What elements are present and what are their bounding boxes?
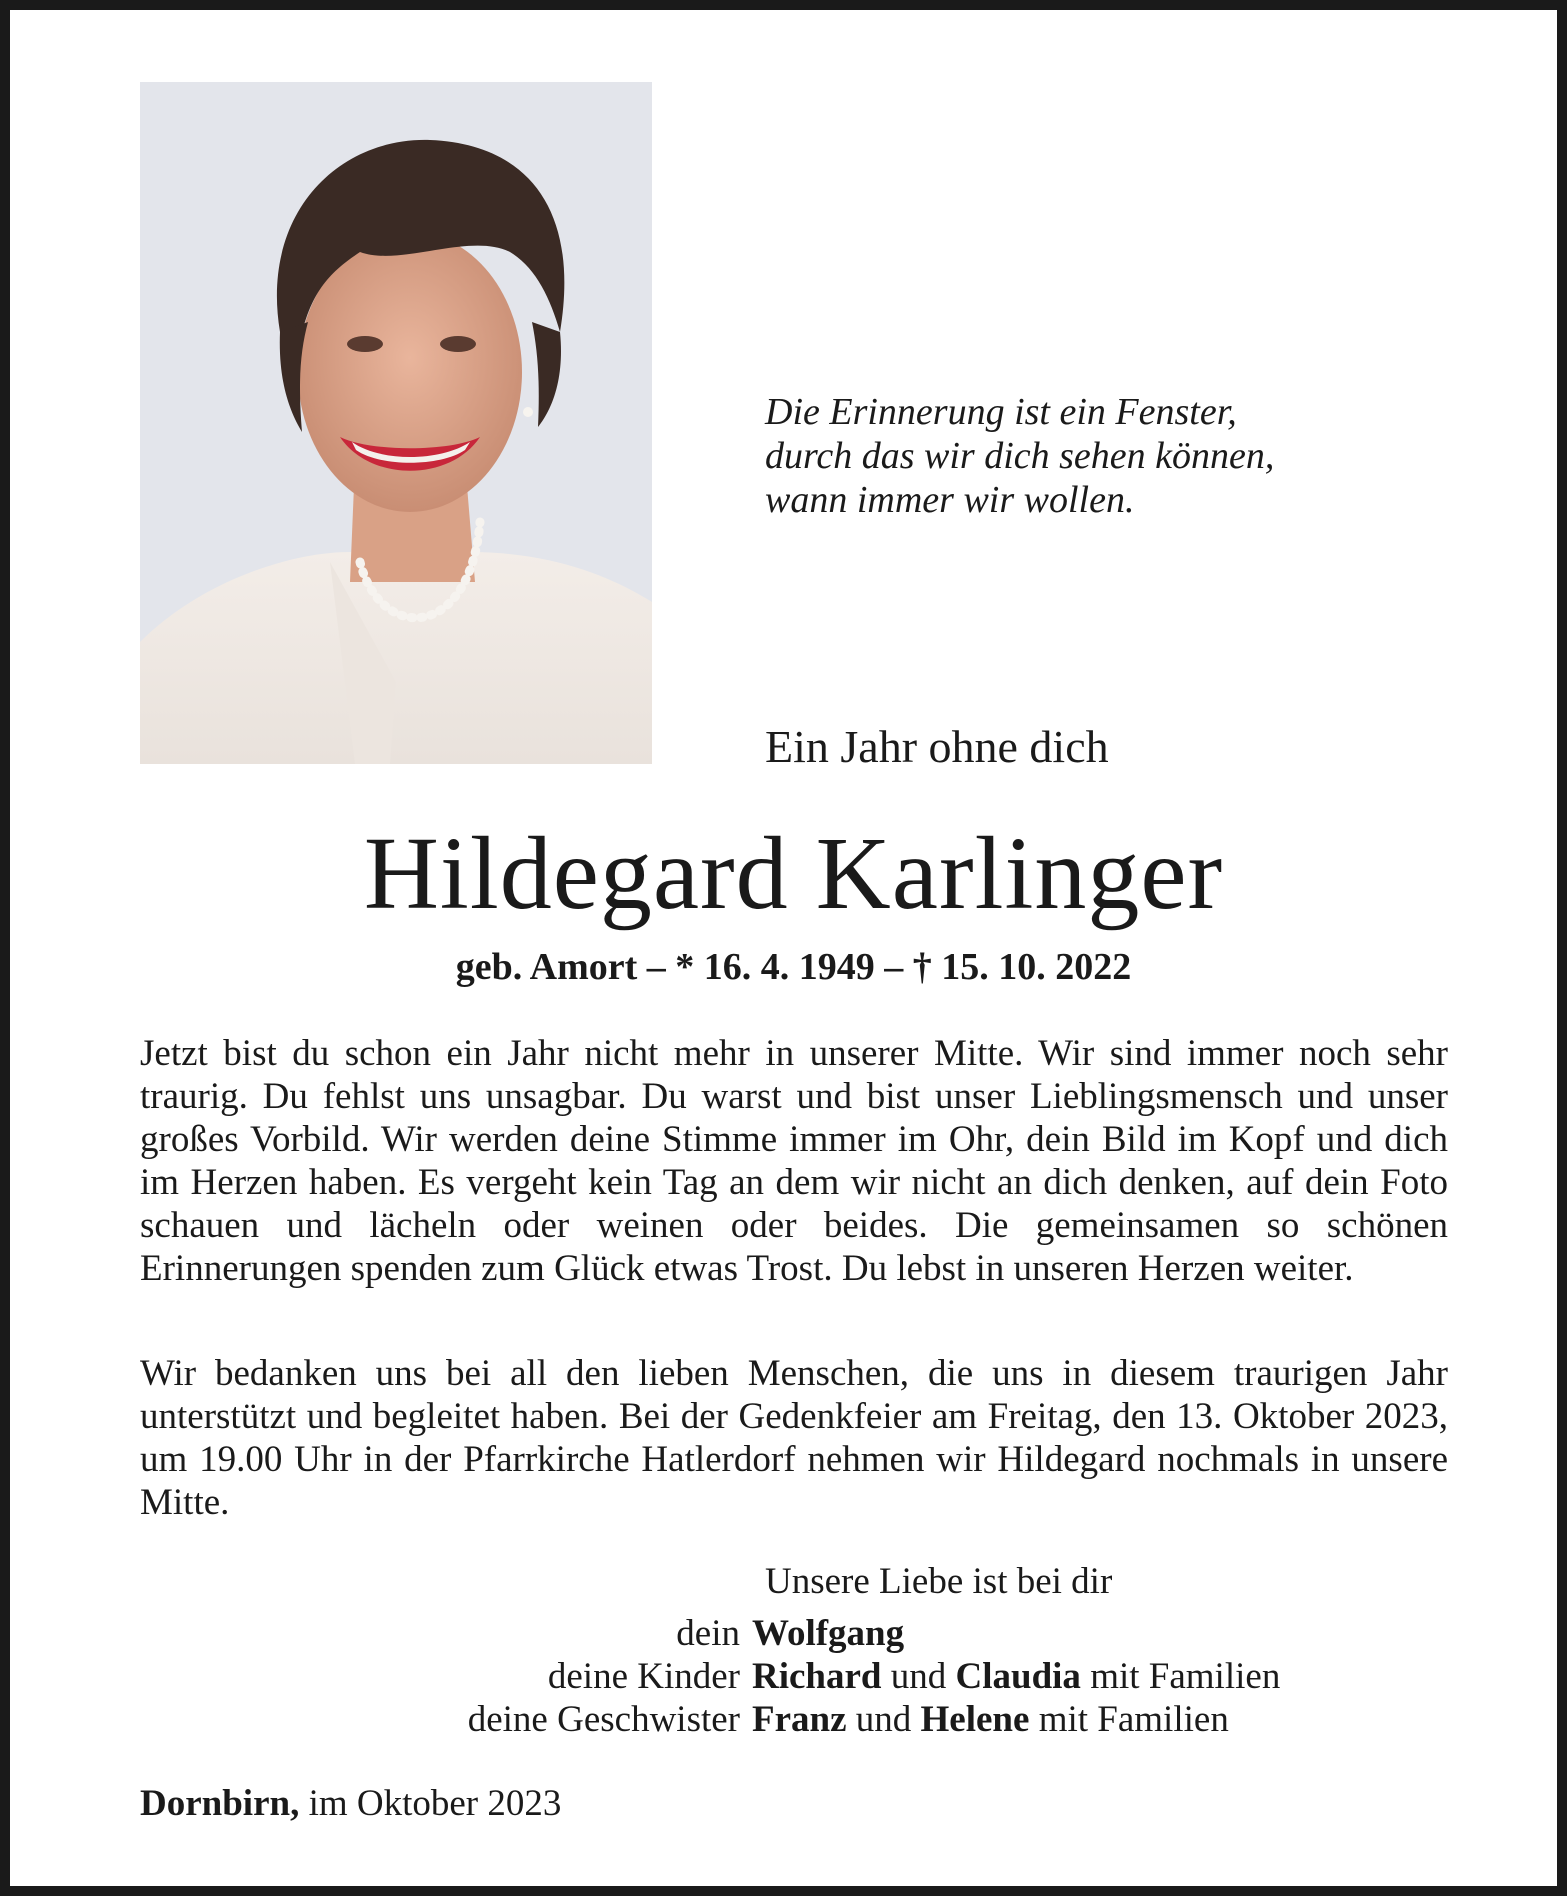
family-suffix: mit Familien [1038, 1699, 1229, 1740]
family-relation: dein [676, 1613, 740, 1654]
family-name: Helene [920, 1699, 1030, 1740]
life-dates: geb. Amort – * 16. 4. 1949 – † 15. 10. 2022 [455, 946, 1132, 988]
family-name: Richard [752, 1656, 882, 1697]
family-relation: deine Kinder [547, 1656, 740, 1697]
portrait-photo [140, 82, 652, 764]
subtitle: Ein Jahr ohne dich [765, 721, 1109, 772]
quote-line: wann immer wir wollen. [765, 479, 1135, 521]
closing-line: Unsere Liebe ist bei dir [765, 1561, 1113, 1602]
family-row [140, 1612, 1440, 1655]
family-name: Claudia [955, 1656, 1081, 1697]
body-paragraph: Wir bedanken uns bei all den lieben Menschen, die uns in diesem traurigen Jahr unterstützt und begleitet haben. Bei der Gedenkfeier am Freitag, den 13. Oktober 2023, um 19.00 Uhr in der Pfarrkirche Hatlerdorf nehmen wir Hildegard nochmals in unsere Mitte. [140, 1353, 1448, 1523]
family-relation: deine Geschwister [467, 1699, 740, 1740]
family-joiner: und [855, 1699, 912, 1740]
footer-place-date [140, 1782, 561, 1825]
family-name: Franz [752, 1699, 847, 1740]
quote-line: durch das wir dich sehen können, [765, 435, 1275, 477]
memorial-quote [765, 390, 1274, 522]
family-list [140, 1612, 1440, 1741]
family-name: Wolfgang [752, 1613, 905, 1654]
footer-place: Dornbirn, [140, 1783, 300, 1824]
family-joiner: und [890, 1656, 947, 1697]
family-row [140, 1655, 1440, 1698]
family-row [140, 1698, 1440, 1741]
quote-line: Die Erinnerung ist ein Fenster, [765, 391, 1237, 433]
deceased-name: Hildegard Karlinger [363, 816, 1224, 931]
footer-date: im Oktober 2023 [308, 1783, 562, 1824]
family-suffix: mit Familien [1090, 1656, 1281, 1697]
portrait-illustration [140, 82, 652, 764]
body-paragraph: Jetzt bist du schon ein Jahr nicht mehr in unserer Mitte. Wir sind immer noch sehr traurig. Du fehlst uns unsagbar. Du warst und bist unser Lieblingsmensch und unser großes Vorbild. Wir werden deine Stimme immer im Ohr, dein Bild im Kopf und dich im Herzen haben. Es vergeht kein Tag an dem wir nicht an dich denken, auf dein Foto schauen und lächeln oder weinen oder beides. Die gemeinsamen so schönen Erinnerungen spenden zum Glück etwas Trost. Du lebst in unseren Herzen weiter. [140, 1033, 1448, 1289]
